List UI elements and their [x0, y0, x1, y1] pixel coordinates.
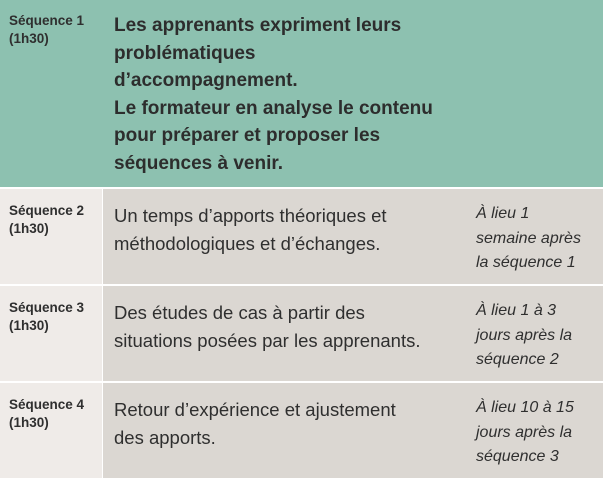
- sequence-1-duration: (1h30): [9, 31, 49, 46]
- sequence-1-label: Séquence 1: [9, 13, 85, 28]
- sequence-4-timing: [467, 383, 603, 478]
- sequence-4-description-line: Retour d’expérience et ajustement: [114, 399, 396, 420]
- sequence-1-row: [0, 0, 603, 187]
- sequence-2-timing-line: semaine après: [476, 229, 581, 247]
- sequence-1-label-cell: [0, 0, 103, 187]
- sequence-4-timing-line: jours après la: [476, 423, 573, 441]
- sequence-2-description-line: méthodologiques et d’échanges.: [114, 233, 381, 254]
- sequence-2-timing-line: la séquence 1: [476, 254, 576, 271]
- sequence-3-timing-line: jours après la: [476, 326, 573, 344]
- sequence-4-label-cell: [0, 383, 103, 478]
- sequence-4-timing-line: À lieu 10 à 15: [476, 399, 574, 416]
- sequence-1-description-line: Les apprenants expriment leurs: [114, 15, 402, 36]
- sequence-4-content: [103, 383, 603, 478]
- sequence-3-timing: [467, 286, 603, 381]
- sequence-3-description-line: Des études de cas à partir des: [114, 302, 365, 323]
- sequence-4-timing-line: séquence 3: [476, 448, 559, 465]
- sequence-1-description-line: pour préparer et proposer les: [114, 125, 381, 146]
- sequence-2-timing-line: À lieu 1: [476, 205, 530, 222]
- sequence-4-description: [103, 383, 467, 478]
- sequence-2-duration: (1h30): [9, 221, 49, 236]
- sequence-3-duration: (1h30): [9, 318, 49, 333]
- sequence-1-description-line: Le formateur en analyse le contenu: [114, 97, 433, 119]
- sequence-3-row: [0, 284, 603, 381]
- sequence-1-description-line: séquences à venir.: [114, 152, 283, 174]
- sequence-2-label: Séquence 2: [9, 203, 85, 218]
- sequence-3-content: [103, 286, 603, 381]
- sequence-3-timing-line: séquence 2: [476, 351, 559, 368]
- sequence-1-description-line: d’accompagnement.: [114, 70, 298, 91]
- sequence-3-label: Séquence 3: [9, 300, 85, 315]
- sequence-2-content: [103, 189, 603, 284]
- sequence-3-description: [103, 286, 467, 381]
- sequence-1-description: [103, 0, 603, 187]
- sequence-4-duration: (1h30): [9, 415, 49, 430]
- sequence-3-timing-line: À lieu 1 à 3: [476, 302, 557, 319]
- sequence-4-description-line: des apports.: [114, 427, 216, 448]
- sequence-1-description-line: problématiques: [114, 42, 256, 64]
- sequence-2-label-cell: [0, 189, 103, 284]
- sequence-2-row: [0, 187, 603, 284]
- sequence-3-description-line: situations posées par les apprenants.: [114, 330, 421, 351]
- sequence-3-label-cell: [0, 286, 103, 381]
- sequence-2-description: [103, 189, 467, 284]
- sequence-2-timing: [467, 189, 603, 284]
- sequence-4-label: Séquence 4: [9, 397, 85, 412]
- sequence-2-description-line: Un temps d’apports théoriques et: [114, 205, 387, 226]
- sequence-4-row: [0, 381, 603, 478]
